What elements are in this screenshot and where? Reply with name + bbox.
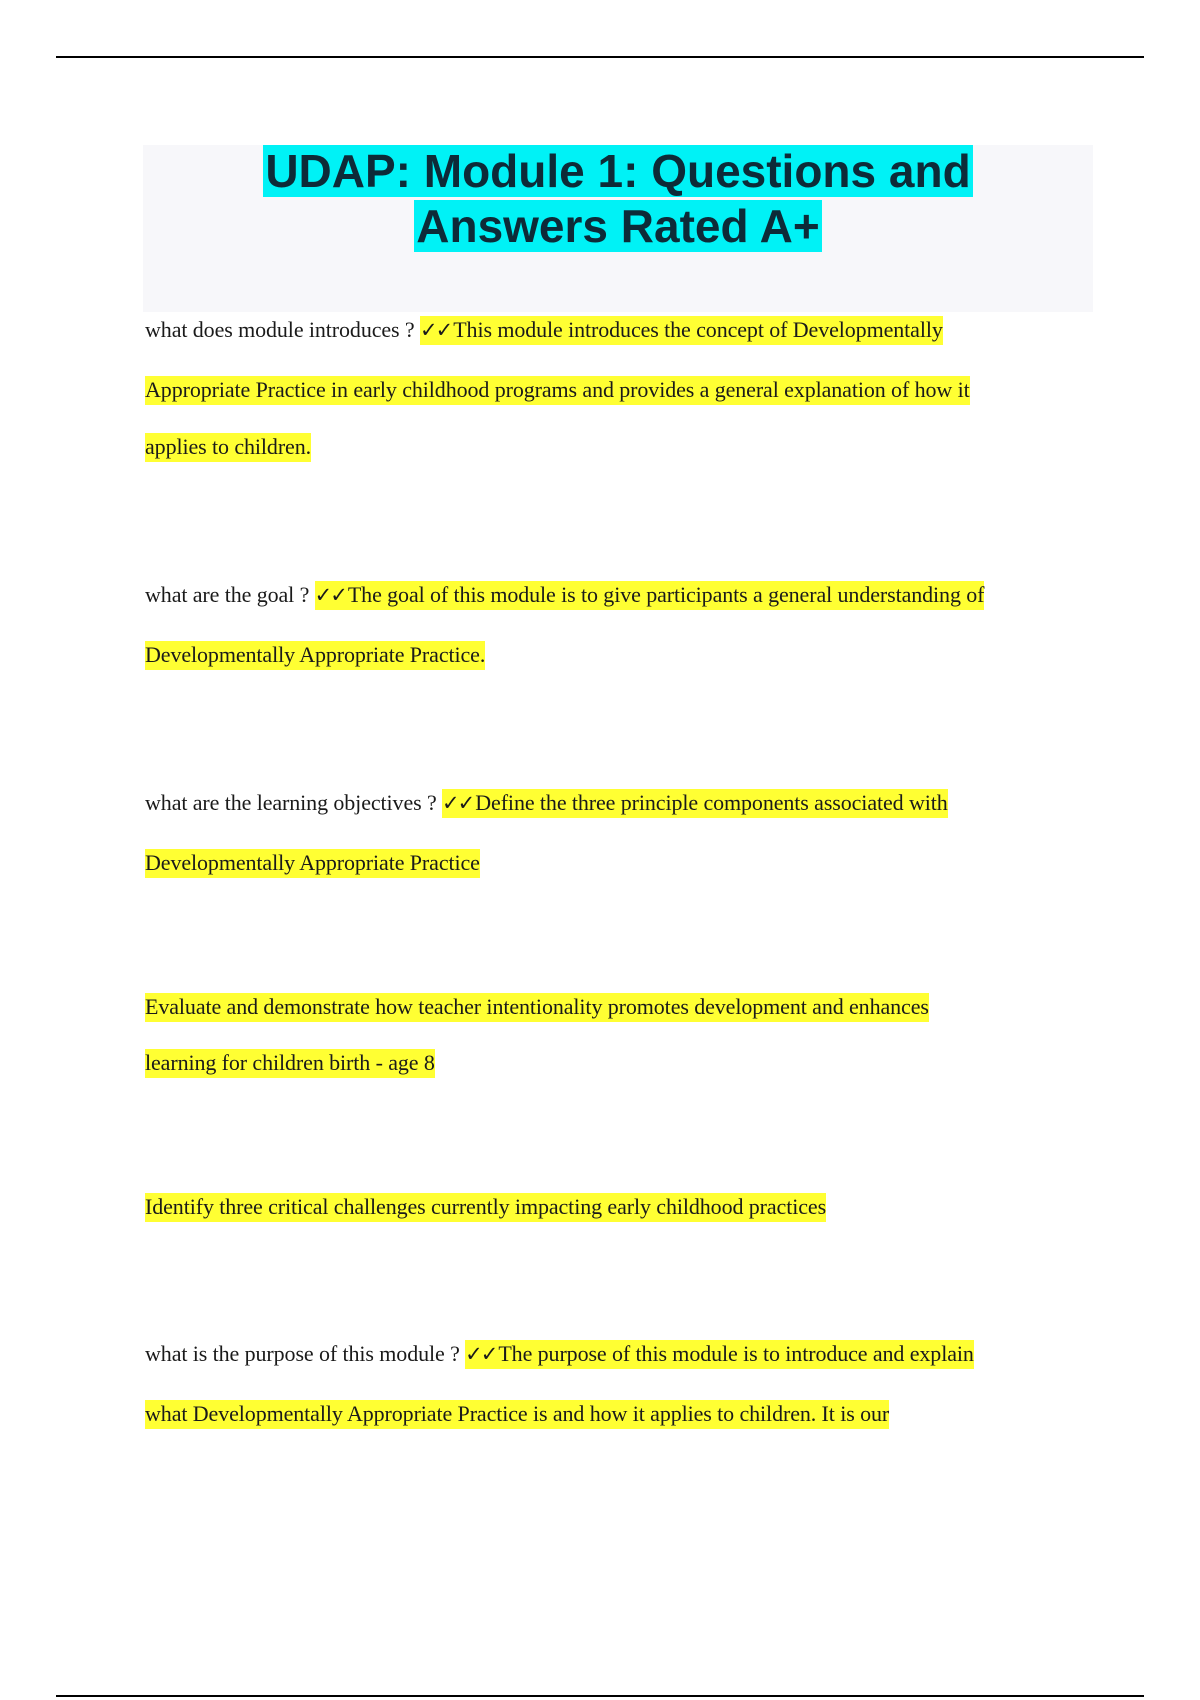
objective-2-line-1 xyxy=(145,992,929,1022)
question-text: what does module introduces ? xyxy=(145,317,420,342)
answer-text: Define the three principle components associated with xyxy=(475,790,948,815)
answer-highlight xyxy=(315,581,985,610)
qa-4-line-2 xyxy=(145,1399,889,1429)
answer-text: applies to children. xyxy=(145,433,311,462)
qa-1-line-1 xyxy=(145,315,943,345)
double-check-icon: ✓✓ xyxy=(420,318,452,342)
question-text: what are the goal ? xyxy=(145,582,315,607)
qa-4-line-1 xyxy=(145,1339,974,1369)
answer-highlight xyxy=(465,1340,974,1369)
answer-text: Appropriate Practice in early childhood programs and provides a general explanation of how it xyxy=(145,376,970,405)
answer-text: The goal of this module is to give participants a general understanding of xyxy=(347,582,985,607)
answer-highlight xyxy=(442,789,948,818)
answer-text: This module introduces the concept of Developmentally xyxy=(453,317,943,342)
qa-3-line-2 xyxy=(145,848,480,878)
question-text: what are the learning objectives ? xyxy=(145,790,443,815)
double-check-icon: ✓✓ xyxy=(314,583,346,607)
answer-text: Developmentally Appropriate Practice. xyxy=(145,641,485,670)
title-line-2: Answers Rated A+ xyxy=(416,200,820,252)
question-text: what is the purpose of this module ? xyxy=(145,1341,466,1366)
double-check-icon: ✓✓ xyxy=(465,1342,497,1366)
answer-text: learning for children birth - age 8 xyxy=(145,1049,435,1078)
answer-text: Identify three critical challenges currently impacting early childhood practices xyxy=(145,1193,826,1222)
answer-text: Evaluate and demonstrate how teacher intentionality promotes development and enhances xyxy=(145,993,929,1022)
qa-2-line-1 xyxy=(145,580,984,610)
title-line-1: UDAP: Module 1: Questions and xyxy=(265,145,971,197)
qa-2-line-2 xyxy=(145,640,485,670)
objective-3-line-1 xyxy=(145,1192,826,1222)
qa-1-line-2 xyxy=(145,375,970,405)
objective-2-line-2 xyxy=(145,1048,435,1078)
qa-3-line-1 xyxy=(145,788,948,818)
double-check-icon: ✓✓ xyxy=(442,791,474,815)
answer-text: what Developmentally Appropriate Practice is and how it applies to children. It is our xyxy=(145,1400,889,1429)
answer-text: The purpose of this module is to introduce and explain xyxy=(498,1341,974,1366)
answer-highlight xyxy=(420,316,943,345)
document-title xyxy=(143,144,1093,254)
qa-1-line-3 xyxy=(145,432,311,462)
bottom-rule xyxy=(56,1695,1144,1697)
top-rule xyxy=(56,56,1144,58)
answer-text: Developmentally Appropriate Practice xyxy=(145,849,480,878)
